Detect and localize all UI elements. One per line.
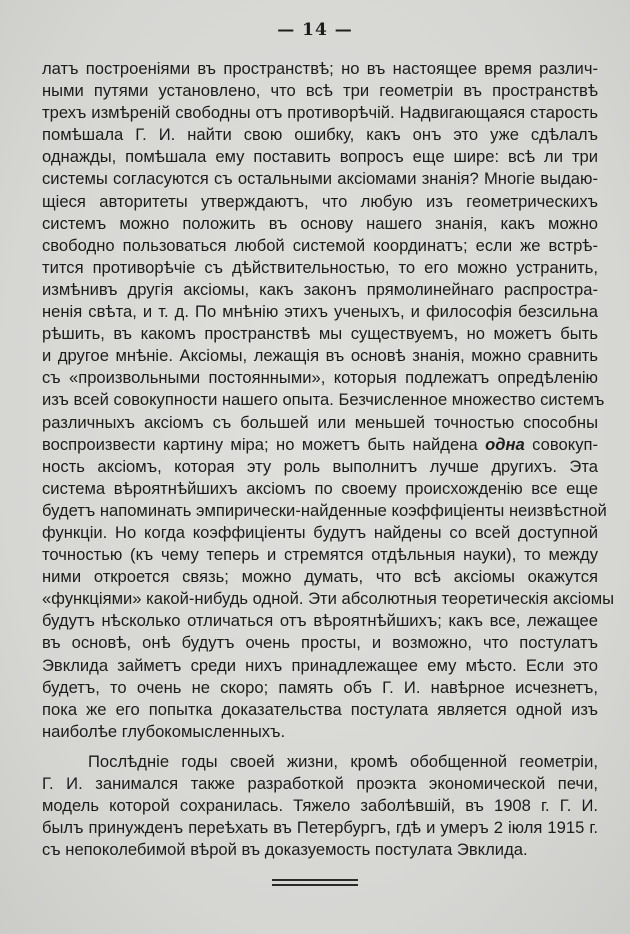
text-line: будетъ напоминать эмпирически-найденные коэффиціенты неизвѣстной bbox=[42, 500, 607, 520]
text-line: будетъ, то очень не скоро; память объ Г. И. навѣрное исчезнетъ, bbox=[42, 677, 598, 697]
text-line: съ непоколебимой вѣрой въ доказуемость постулата Эвклида. bbox=[42, 840, 528, 860]
text-line: функціи. Но когда коэффиціенты будутъ найдены со всей доступной bbox=[42, 522, 598, 542]
text-line: изъ всей совокупности нашего опыта. Безчисленное множество системъ bbox=[42, 390, 605, 410]
text-line: системы согласуются съ остальными аксіомами знанія? Многіе выдаю- bbox=[42, 169, 598, 189]
paragraph-2 bbox=[42, 751, 598, 861]
text-line: помѣшала Г. И. найти свою ошибку, какъ онъ это уже сдѣлалъ bbox=[42, 125, 598, 145]
text-line: съ «произвольными постоянными», которыя подлежатъ опредѣленію bbox=[42, 368, 598, 388]
text-line: наиболѣе глубокомысленныхъ. bbox=[42, 721, 286, 741]
text-line: латъ построеніями въ пространствѣ; но въ настоящее время различ- bbox=[42, 59, 598, 78]
text-line: системъ можно положить въ основу нашего знанія, какъ можно bbox=[42, 213, 598, 233]
body-text bbox=[42, 58, 615, 861]
text-line: точностью (къ чему теперь и стремятся отдѣльныя науки), то между bbox=[42, 545, 598, 565]
text-line: и другое мнѣніе. Аксіомы, лежащія въ основѣ знанія, можно сравнить bbox=[42, 346, 598, 366]
text-line: ными путями установлено, что всѣ три геометріи въ пространствѣ bbox=[42, 81, 598, 101]
paragraph-1 bbox=[42, 58, 615, 743]
text-segment: совокуп- bbox=[532, 434, 598, 454]
text-line: ненія свѣта, и т. д. По мнѣнію этихъ ученыхъ, и философія безсильна bbox=[42, 302, 598, 322]
text-line: пока же его попытка доказательства постулата является одной изъ bbox=[42, 699, 598, 719]
text-line: тится противорѣчіе съ дѣйствительностью, то его можно устранить, bbox=[42, 257, 598, 277]
text-line: Послѣдніе годы своей жизни, кромѣ обобщенной геометріи, bbox=[88, 751, 598, 771]
end-divider-line bbox=[272, 884, 358, 886]
text-line: различныхъ аксіомъ съ большей или меньшей точностью способны bbox=[42, 412, 598, 432]
text-line: свободно пользоваться любой системой координатъ; если же встрѣ- bbox=[42, 235, 598, 255]
text-line: рѣшить, въ какомъ пространствѣ мы существуемъ, но можетъ быть bbox=[42, 324, 598, 344]
text-line: ность аксіомъ, которая эту роль выполнитъ лучше другихъ. Эта bbox=[42, 456, 598, 476]
text-segment: воспроизвести картину міра; но можетъ быть найдена bbox=[42, 434, 478, 454]
text-line: будутъ нѣсколько отличаться отъ вѣроятнѣйшихъ; какъ все, лежащее bbox=[42, 611, 598, 631]
text-line: Эвклида займетъ среди нихъ принадлежащее ему мѣсто. Если это bbox=[42, 655, 598, 675]
end-divider-line bbox=[272, 879, 358, 881]
text-line: трехъ измѣреній свободны отъ противорѣчій. Надвигающаяся старость bbox=[42, 103, 598, 123]
text-line-with-emphasis bbox=[42, 434, 598, 456]
text-line: былъ принужденъ переѣхать въ Петербургъ, гдѣ и умеръ 2 іюля 1915 г. bbox=[42, 818, 598, 838]
text-line: Г. И. занимался также разработкой проэкта экономической печи, bbox=[42, 774, 598, 793]
text-line: модель которой сохранилась. Тяжело заболѣвшій, въ 1908 г. Г. И. bbox=[42, 796, 598, 816]
page-number: — 14 — bbox=[277, 20, 353, 40]
paragraph-gap bbox=[42, 743, 598, 751]
text-line: система вѣроятнѣйшихъ аксіомъ по своему происхожденію все еще bbox=[42, 478, 598, 498]
text-line: измѣнивъ другія аксіомы, какъ законъ прямолинейнаго распростра- bbox=[42, 279, 598, 299]
text-line: въ основѣ, онѣ будутъ очень просты, и возможно, что постулатъ bbox=[42, 633, 598, 653]
text-line: щіеся авторитеты утверждаютъ, что любую изъ геометрическихъ bbox=[42, 191, 598, 211]
text-line: «функціями» какой-нибудь одной. Эти абсолютныя теоретическія аксіомы bbox=[42, 589, 615, 609]
emphasized-word: одна bbox=[485, 434, 525, 454]
text-line: ними откроется связь; можно думать, что всѣ аксіомы окажутся bbox=[42, 567, 598, 587]
text-line: однажды, помѣшала ему поставить вопросъ еще шире: всѣ ли три bbox=[42, 147, 598, 167]
